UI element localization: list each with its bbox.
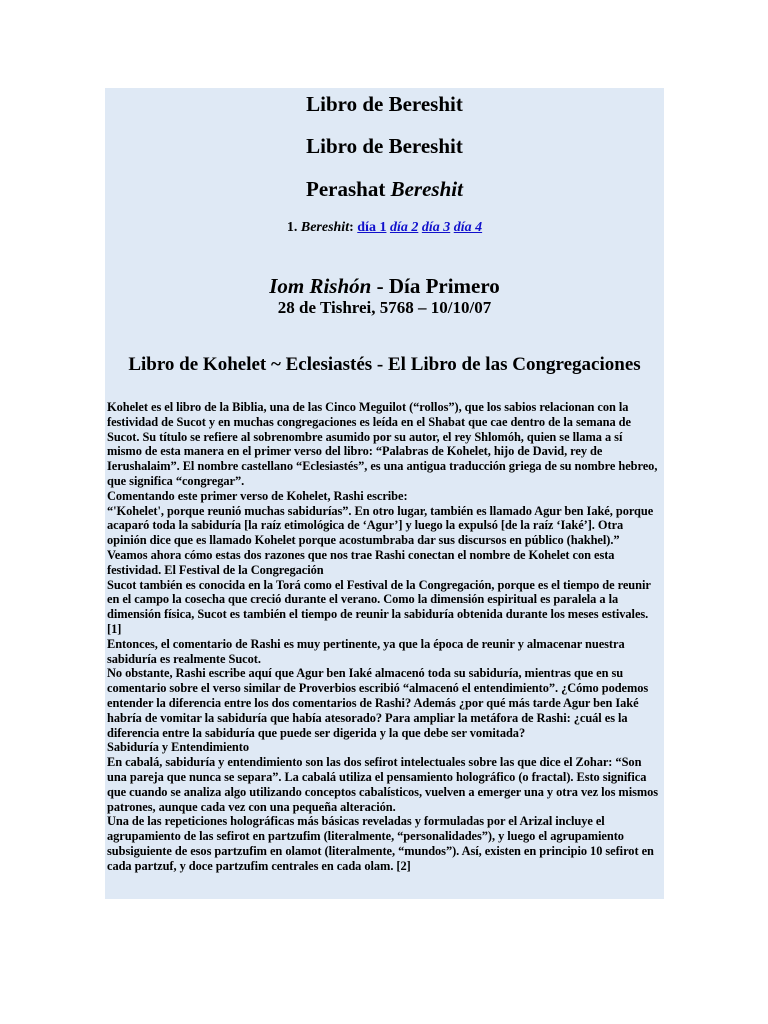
date-line: 28 de Tishrei, 5768 – 10/10/07: [277, 298, 492, 317]
paragraph: “'Kohelet', porque reunió muchas sabidurías”. En otro lugar, también es llamado Agur ben Iaké, porque acaparó toda la sabiduría [la raíz etimológica de ‘Agur’] y luego la expulsó [de la raíz ‘Iaké’]. Otra opinión dice que es llamado Kohelet porque acostumbraba dar sus discursos en público (hakhel).”: [107, 503, 654, 548]
day-title-name: Iom Rishón: [269, 274, 372, 299]
perashat-prefix: Perashat: [306, 177, 386, 201]
paragraph: Entonces, el comentario de Rashi es muy pertinente, ya que la época de reunir y almacenar nuestra sabiduría es realmente Sucot.: [107, 636, 625, 666]
paragraph: Sucot también es conocida en la Torá como el Festival de la Congregación, porque es el tiempo de reunir en el campo la cosecha que creció durante el verano. Como la dimensión espiritual es paralela a la dimensión física, Sucot es también el tiempo de reunir la sabiduría obtenida durante los meses estivales. [1]: [107, 577, 651, 636]
perashat-heading: [105, 177, 664, 201]
day-3-link[interactable]: día 3: [421, 220, 451, 235]
paragraph: En cabalá, sabiduría y entendimiento son las dos sefirot intelectuales sobre las que dice el Zohar: “Son una pareja que nunca se separa”. La cabalá utiliza el pensamiento holográfico (o fractal). Esto significa que cuando se analiza algo utilizando conceptos cabalísticos, vuelven a emerger una y otra vez los mismos patrones, aunque cada vez con una pequeña alteración.: [107, 755, 659, 814]
paragraph: Comentando este primer verso de Kohelet, Rashi escribe:: [107, 488, 408, 503]
paragraph: Veamos ahora cómo estas dos razones que nos trae Rashi conectan el nombre de Kohelet con esta festividad. El Festival de la Congregación: [107, 547, 615, 577]
days-number: 1.: [286, 220, 298, 235]
section-title: Libro de Kohelet ~ Eclesiastés - El Libro de las Congregaciones: [128, 353, 641, 375]
perashat-name: Bereshit: [390, 177, 463, 201]
paragraph: Kohelet es el libro de la Biblia, una de las Cinco Meguilot (“rollos”), que los sabios relacionan con la festividad de Sucot y en muchas congregaciones es leída en el Shabat que cae dentro de la semana de Sucot. Su título se refiere al sobrenombre asumido por su autor, el rey Shlomóh, quien se llama a sí mismo de esta manera en el primer verso del libro: “Palabras de Kohelet, hijo de David, rey de Ierushalaim”. El nombre castellano “Eclesiastés”, es una antigua traducción griega de su nombre hebreo, que significa “congregar”.: [107, 400, 658, 488]
book-heading-2: Libro de Bereshit: [306, 134, 463, 158]
paragraph: Una de las repeticiones holográficas más básicas reveladas y formuladas por el Arizal incluye el agrupamiento de las sefirot en partzufim (literalmente, “personalidades”), y luego el agrupamiento subsiguiente de esos partzufim en olamot (literalmente, “mundos”). Así, existen en principio 10 sefirot en cada partzuf, y doce partzufim centrales en cada olam. [2]: [107, 814, 654, 873]
article-body: [107, 400, 659, 874]
day-1-link[interactable]: día 1: [357, 220, 387, 235]
days-colon: :: [349, 220, 354, 235]
days-navigation: [105, 219, 664, 237]
day-title-rest: - Día Primero: [371, 274, 500, 299]
days-parasha-name: Bereshit: [300, 220, 350, 235]
document-page: [105, 88, 664, 899]
day-4-link[interactable]: día 4: [453, 220, 483, 235]
day-2-link[interactable]: día 2: [389, 220, 419, 235]
day-title: [105, 273, 664, 299]
subheading: Sabiduría y Entendimiento: [107, 740, 249, 755]
book-heading-1: Libro de Bereshit: [306, 92, 463, 116]
paragraph: No obstante, Rashi escribe aquí que Agur ben Iaké almacenó toda su sabiduría, mientras que en su comentario sobre el verso similar de Proverbios escribió “almacenó el entendimiento”. ¿Cómo podemos entender la diferencia entre los dos comentarios de Rashi? Además ¿por qué más tarde Agur ben Iaké habría de vomitar la sabiduría que había atesorado? Para ampliar la metáfora de Rashi: ¿cuál es la diferencia entre la sabiduría que puede ser digerida y la que debe ser vomitada?: [107, 666, 649, 740]
